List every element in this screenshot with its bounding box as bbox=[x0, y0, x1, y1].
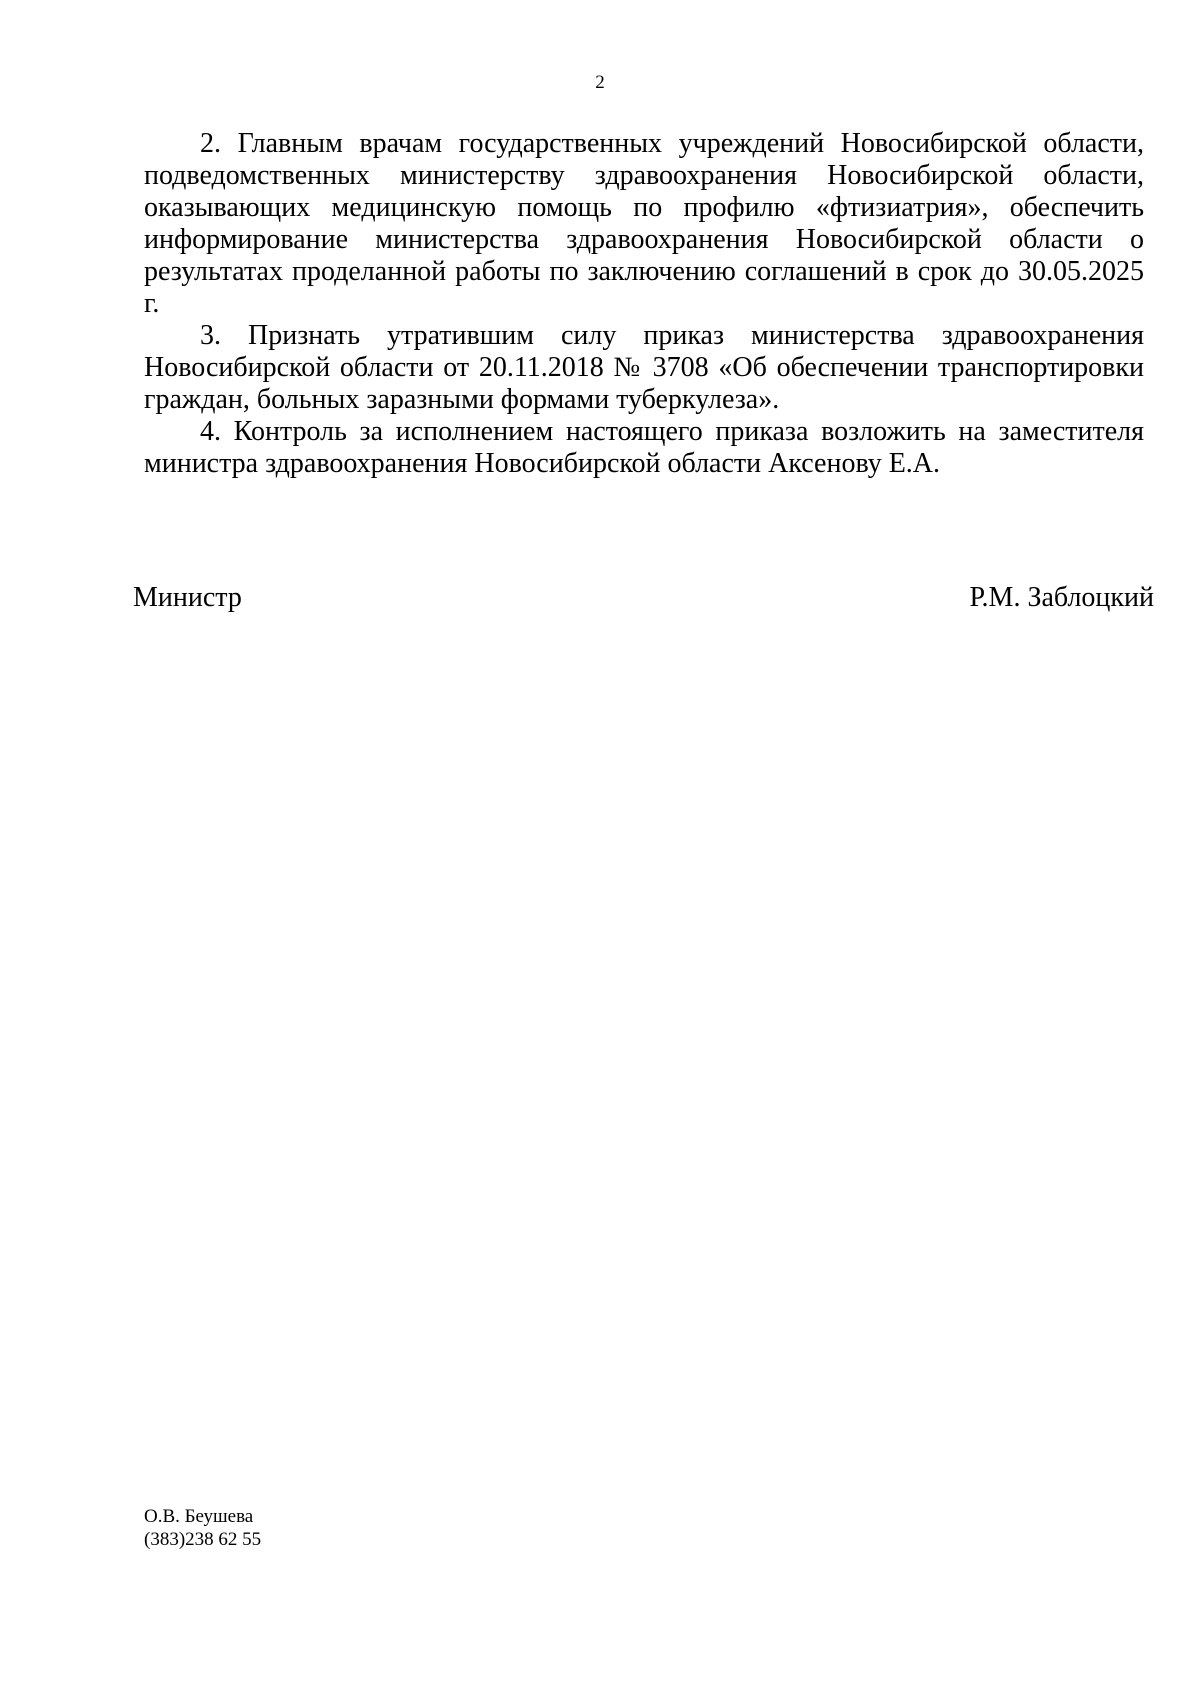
paragraph-item-4: 4. Контроль за исполнением настоящего приказа возложить на заместителя министра здравоохранения Новосибирской области Аксенову Е.А. bbox=[144, 416, 1144, 479]
executor-name: О.В. Беушева bbox=[144, 1506, 254, 1527]
signatory-name: Р.М. Заблоцкий bbox=[969, 582, 1154, 613]
executor-phone: (383)238 62 55 bbox=[144, 1529, 262, 1550]
document-body bbox=[144, 128, 1144, 480]
signatory-title: Министр bbox=[133, 582, 242, 613]
executor-block bbox=[144, 1505, 261, 1551]
paragraph-item-2: 2. Главным врачам государственных учреждений Новосибирской области, подведомственных министерству здравоохранения Новосибирской области, оказывающих медицинскую помощь по профилю «фтизиатрия», обеспечить информирование министерства здравоохранения Новосибирской области о результатах проделанной работы по заключению соглашений в срок до 30.05.2025 г. bbox=[144, 128, 1144, 319]
paragraph-item-3: 3. Признать утратившим силу приказ министерства здравоохранения Новосибирской области от 20.11.2018 № 3708 «Об обеспечении транспортировки граждан, больных заразными формами туберкулеза». bbox=[144, 320, 1144, 415]
page-number: 2 bbox=[595, 72, 605, 93]
